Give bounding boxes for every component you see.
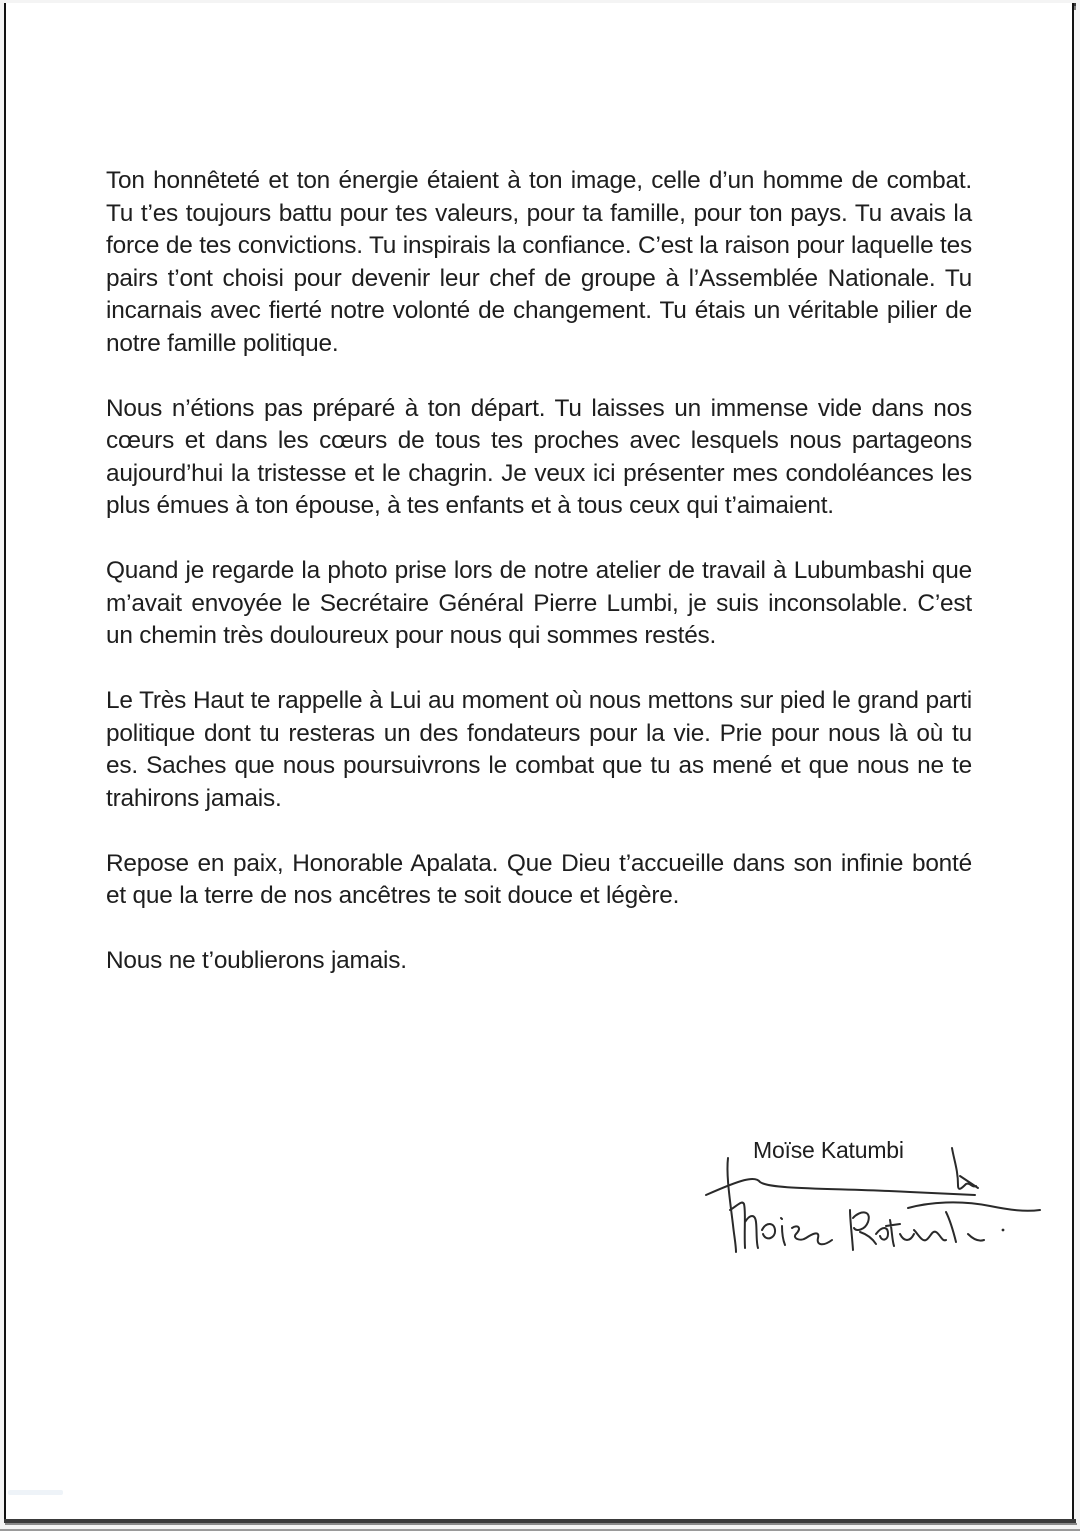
signatory-name: Moïse Katumbi [753, 1137, 904, 1163]
paragraph-condolences: Nous n’étions pas préparé à ton départ. Tu laisses un immense vide dans nos cœurs et dans les cœurs de tous tes proches avec lesquels nous partageons aujourd’hui la tristesse et le chagrin. Je veux ici présenter mes condoléances les plus émues à ton épouse, à tes enfants et à tous ceux qui t’aimaient. [106, 394, 972, 519]
handwritten-signature [700, 1130, 1050, 1270]
paragraph-closing: Nous ne t’oublierons jamais. [106, 947, 407, 974]
signature-stroke-tail [908, 1202, 1040, 1242]
signature-stroke-k [850, 1210, 876, 1250]
letter-body [106, 165, 972, 1010]
signature-stroke-oise [762, 1218, 832, 1245]
paragraph-rest-in-peace: Repose en paix, Honorable Apalata. Que Dieu t’accueille dans son infinie bonté et que la terre de nos ancêtres te soit douce et légère. [106, 849, 972, 909]
signature-stroke-underline [706, 1179, 975, 1195]
signature-dot [1002, 1229, 1005, 1232]
paragraph-memory: Quand je regarde la photo prise lors de notre atelier de travail à Lubumbashi que m’avait envoyée le Secrétaire Général Pierre Lumbi, je suis inconsolable. C’est un chemin très douloureux pour nous qui sommes restés. [106, 557, 972, 649]
scan-artifact [8, 1490, 63, 1495]
signature-block [700, 1130, 1050, 1270]
paragraph-tribute: Ton honnêteté et ton énergie étaient à ton image, celle d’un homme de combat. Tu t’es toujours battu pour tes valeurs, pour ta famille, pour ton pays. Tu avais la force de tes convictions. Tu inspirais la confiance. C’est la raison pour laquelle tes pairs t’ont choisi pour devenir leur chef de groupe à l’Assemblée Nationale. Tu incarnais avec fierté notre volonté de changement. Tu étais un véritable pilier de notre famille politique. [106, 167, 972, 357]
signature-stroke-flourish [952, 1148, 978, 1189]
paragraph-prayer: Le Très Haut te rappelle à Lui au moment où nous mettons sur pied le grand parti politique dont tu resteras un des fondateurs pour la vie. Prie pour nous là où tu es. Saches que nous poursuivrons le combat que tu as mené et que nous ne te trahirons jamais. [106, 687, 972, 812]
page-bottom-border-shadow [5, 1523, 1077, 1525]
signature-stroke-atumbi [876, 1220, 946, 1246]
signature-stroke-initial-vertical [727, 1158, 736, 1252]
